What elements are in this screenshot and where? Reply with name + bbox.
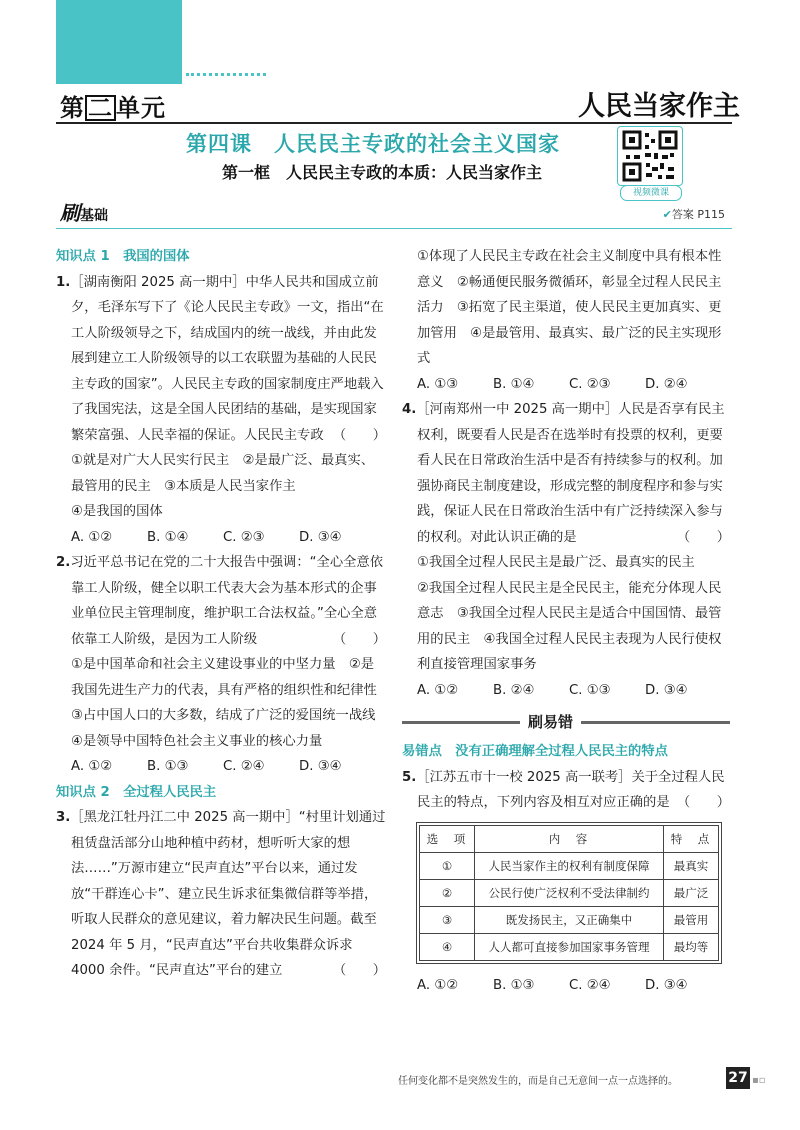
table-header: 特 点 — [663, 825, 718, 852]
table-cell: 最真实 — [663, 852, 718, 879]
question-number: 3. — [56, 810, 71, 825]
option-d[interactable]: D. ③④ — [299, 529, 342, 545]
option-a[interactable]: A. ①② — [417, 978, 459, 993]
question-1 — [56, 270, 386, 449]
statements: ①我国全过程人民民主是最广泛、最真实的民主 — [417, 555, 695, 570]
question-2 — [56, 550, 386, 652]
page-number: 27 — [726, 1067, 750, 1089]
knowledge-point-2: 知识点 2 全过程人民民主 — [56, 784, 217, 800]
option-c[interactable]: C. ②④ — [223, 759, 265, 774]
table-row — [420, 906, 719, 933]
table-row — [420, 879, 719, 906]
question-3 — [56, 805, 386, 984]
question-number: 1. — [56, 274, 71, 290]
table-cell: ③ — [420, 906, 475, 933]
statements: ④是我国的国体 — [71, 504, 163, 519]
statements: ①就是对广大人民实行民主 ②是最广泛、最真实、最管用的民主 ③本质是人民当家作主 — [71, 453, 375, 494]
lesson-title: 第四课 人民民主专政的社会主义国家 — [186, 132, 560, 156]
question-number: 5. — [402, 769, 417, 785]
options-row — [402, 678, 730, 704]
answer-reference — [663, 206, 725, 222]
footer-quote: 任何变化都不是突然发生的，而是自己无意间一点一点选择的。 — [398, 1076, 678, 1087]
options-row — [402, 372, 730, 398]
answer-blank[interactable]: （ ） — [676, 795, 730, 810]
question-stem: ［江苏五市十一校 2025 高一联考］关于全过程人民民主的特点，下列内容及相互对应正确的是 — [416, 769, 725, 810]
lesson-subtitle: 第一框 人民民主专政的本质：人民当家作主 — [222, 163, 543, 182]
unit-topic: 人民当家作主 — [578, 91, 740, 122]
option-a[interactable]: A. ①② — [71, 759, 113, 774]
question-stem: ［黑龙江牡丹江二中 2025 高一期中］“村里计划通过租赁盘活部分山地种植中药材，想听听大家的想法……”万源市建立“民声直达”平台以来，通过发放“干群连心卡”、建立民生诉求征集微信群等举措，听取人民群众的意见建议，着力解决民生问题。截至 2024 年 5 月，“民声直达”平台共收集群众诉求 4000 余件。“民声直达”平台的建立 — [70, 810, 386, 978]
header-dots — [186, 73, 266, 79]
table-row — [420, 933, 719, 960]
table-cell: ④ — [420, 933, 475, 960]
question-5-table — [419, 825, 719, 961]
question-stem: ［河南郑州一中 2025 高一期中］人民是否享有民主权利，既要看人民是否在选举时有投票的权利，更要看人民在日常政治生活中是否有持续参与的权利。加强协商民主制度建设，形成完整的制度程序和参与实践，保证人民在日常政治生活中有广泛持续深入参与的权利。对此认识正确的是 — [416, 402, 725, 545]
table-cell: 人人都可直接参加国家事务管理 — [475, 933, 664, 960]
statements: ①体现了人民民主专政在社会主义制度中具有根本性意义 ②畅通便民服务微循环，彰显全过程人民民主活力 ③拓宽了民主渠道，使人民民主更加真实、更加管用 ④是最管用、最真实、最广泛的民主实现形式 — [417, 249, 722, 366]
section-tag-main: 刷 — [60, 201, 80, 225]
option-b[interactable]: B. ①④ — [493, 376, 535, 392]
footer-decoration: ▪▫ — [752, 1075, 766, 1086]
option-c[interactable]: C. ①③ — [569, 682, 611, 698]
section-divider — [56, 228, 732, 229]
answer-blank[interactable]: （ ） — [332, 631, 386, 647]
table-cell: 公民行使广泛权利不受法律制约 — [475, 879, 664, 906]
answer-ref-text: 答案 P115 — [671, 208, 725, 221]
option-d[interactable]: D. ③④ — [645, 978, 688, 993]
option-a[interactable]: A. ①② — [417, 682, 459, 698]
question-stem: ［湖南衡阳 2025 高一期中］中华人民共和国成立前夕，毛泽东写下了《论人民民主专政》一文，指出“在工人阶级领导之下，结成国内的统一战线，并由此发展到建立工人阶级领导的以工农联盟为基础的人民民主专政的国家”。人民民主专政的国家制度庄严地载入了我国宪法，这是全国人民团结的基础，是实现国家繁荣富强、人民幸福的保证。人民民主专政 — [70, 274, 384, 443]
option-a[interactable]: A. ①③ — [417, 376, 459, 392]
qr-code-icon[interactable] — [617, 126, 683, 186]
option-a[interactable]: A. ①② — [71, 529, 113, 545]
right-column — [402, 244, 730, 999]
option-c[interactable]: C. ②④ — [569, 978, 611, 993]
left-column — [56, 244, 391, 984]
option-b[interactable]: B. ①③ — [493, 978, 535, 993]
error-point: 易错点 没有正确理解全过程人民民主的特点 — [402, 744, 668, 759]
unit-title — [60, 88, 166, 123]
check-icon: ✔ — [662, 208, 672, 221]
video-lesson-label[interactable]: 视频微课 — [620, 185, 682, 201]
statements: ①是中国革命和社会主义建设事业的中坚力量 ②是我国先进生产力的代表，具有严格的组织性和纪律性 ③占中国人口的大多数，结成了广泛的爱国统一战线 ④是领导中国特色社会主义事业的核心力量 — [71, 657, 391, 749]
section-tag-basics — [60, 197, 108, 226]
table-cell: ② — [420, 879, 475, 906]
table-cell: 最广泛 — [663, 879, 718, 906]
option-b[interactable]: B. ②④ — [493, 682, 535, 698]
question-stem: 习近平总书记在党的二十大报告中强调：“全心全意依靠工人阶级，健全以职工代表大会为基本形式的企事业单位民主管理制度，维护职工合法权益。”全心全意依靠工人阶级，是因为工人阶级 — [70, 555, 384, 647]
option-b[interactable]: B. ①④ — [147, 529, 189, 545]
knowledge-point-1: 知识点 1 我国的国体 — [56, 249, 190, 264]
table-header: 内 容 — [475, 825, 664, 852]
table-header: 选 项 — [420, 825, 475, 852]
section-error-label: 刷易错 — [520, 709, 581, 735]
question-4 — [402, 397, 730, 550]
question-number: 2. — [56, 555, 71, 570]
header-divider — [56, 122, 732, 124]
table-cell: 既发扬民主，又正确集中 — [475, 906, 664, 933]
question-5-table-frame — [416, 822, 722, 964]
option-d[interactable]: D. ②④ — [645, 376, 688, 392]
option-d[interactable]: D. ③④ — [645, 682, 688, 698]
options-row — [56, 525, 386, 551]
table-cell: 人民当家作主的权利有制度保障 — [475, 852, 664, 879]
answer-blank[interactable]: （ ） — [332, 963, 386, 978]
header-color-block — [56, 0, 182, 84]
question-5 — [402, 765, 730, 816]
unit-prefix: 第 — [60, 94, 85, 122]
unit-suffix: 单元 — [116, 94, 166, 122]
option-d[interactable]: D. ③④ — [299, 759, 342, 774]
option-c[interactable]: C. ②③ — [223, 529, 265, 545]
table-cell: 最均等 — [663, 933, 718, 960]
statements: ②我国全过程人民民主是全民民主，能充分体现人民意志 ③我国全过程人民民主是适合中国国情、最管用的民主 ④我国全过程人民民主表现为人民行使权利直接管理国家事务 — [417, 580, 722, 672]
option-c[interactable]: C. ②③ — [569, 376, 611, 392]
options-row — [402, 973, 730, 999]
unit-number: 二 — [85, 95, 116, 121]
table-header-row — [420, 825, 719, 852]
section-error-prone — [402, 709, 730, 735]
answer-blank[interactable]: （ ） — [332, 427, 386, 443]
table-cell: ① — [420, 852, 475, 879]
table-row — [420, 852, 719, 879]
option-b[interactable]: B. ①③ — [147, 759, 189, 774]
answer-blank[interactable]: （ ） — [676, 529, 730, 545]
section-tag-sub: 基础 — [80, 208, 108, 224]
question-number: 4. — [402, 402, 417, 417]
table-cell: 最管用 — [663, 906, 718, 933]
options-row — [56, 754, 386, 780]
